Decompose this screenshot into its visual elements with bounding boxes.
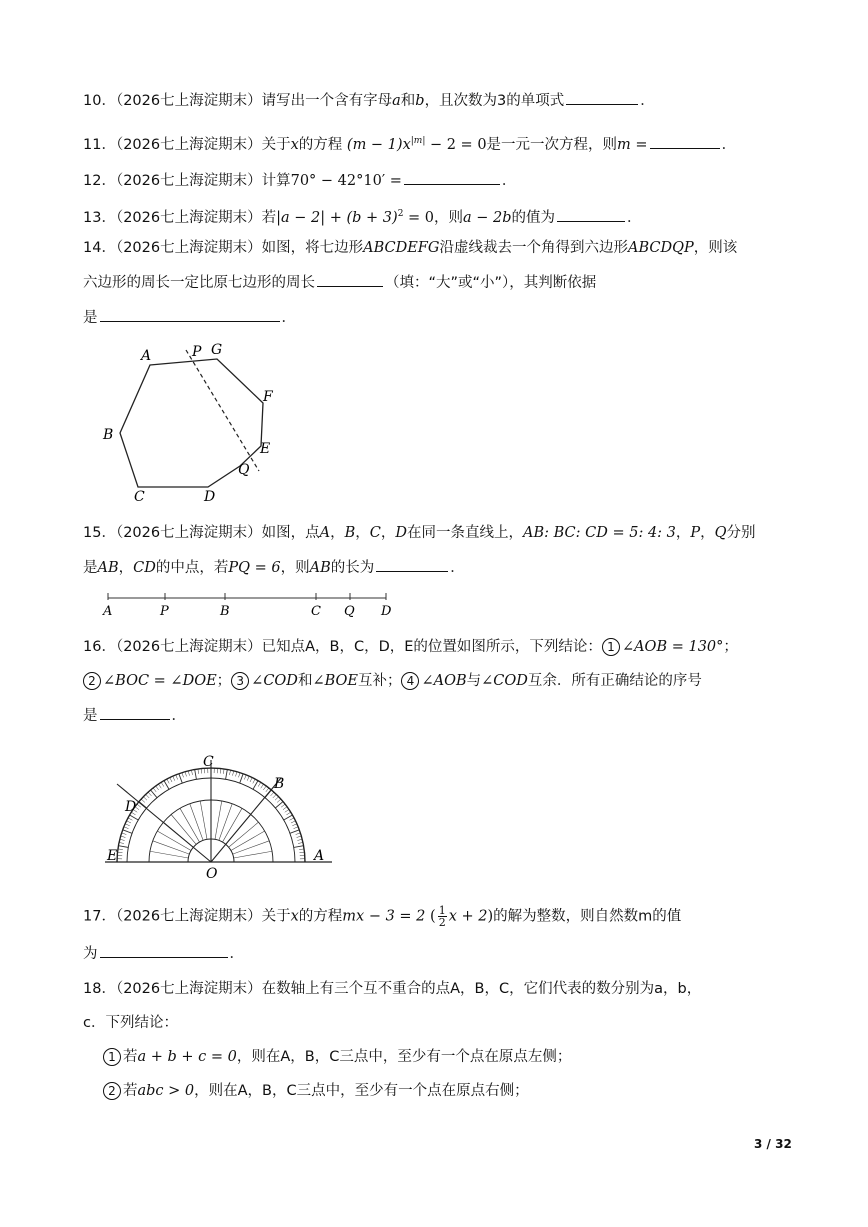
protractor-tick [258,782,261,786]
protractor-tick [156,786,159,790]
protractor-tick [296,833,301,835]
q10-line: 10．（2026七上海淀期末）请写出一个含有字母a和b，且次数为3的单项式 ． [83,90,655,111]
q16-line-1: 16．（2026七上海淀期末）已知点A，B，C，D，E的位置如图所示，下列结论： 1 ∠AOB = 130°； [83,639,738,655]
protractor-tick [124,827,129,829]
protractor-tick [182,773,184,778]
protractor-tick [285,809,289,812]
protractor-spoke [150,851,188,858]
protractor-tick [281,804,285,807]
protractor-tick [137,804,141,807]
protractor-tick [273,794,276,798]
protractor-tick [275,797,279,800]
protractor-tick [120,839,125,840]
label-G: G [211,342,223,358]
q16-line-3: 是 ． [83,705,186,726]
numline-label-P: P [160,604,169,619]
protractor-tick [158,784,161,788]
answer-blank [557,207,625,222]
protractor-tick [123,830,132,833]
answer-blank [566,90,638,105]
page-number: 3 / 32 [754,1137,792,1151]
protractor-tick [173,776,175,781]
protractor-spoke [153,841,190,854]
protractor-tick [143,797,147,800]
label-F: F [263,389,273,405]
protractor-tick [299,849,304,850]
protractor-tick [191,770,192,775]
protractor-tick [230,770,231,775]
answer-blank [317,272,383,287]
protractor-tick [179,774,182,783]
protractor-tick [239,773,241,778]
q11-line: 11．（2026七上海淀期末）关于x的方程 $(m - 1)x^{|m|} - 2 = 0$是一元一次方程，则m = ． [83,136,737,153]
protractor-tick [233,771,234,776]
q14-line-2: 六边形的周长一定比原七边形的周长 （填：“大”或“小”），其判断依据 [83,272,596,293]
q18-line-2: c．下列结论： [83,1015,178,1031]
protractor-tick [167,779,169,783]
label-A: A [141,348,152,364]
protractor-tick [266,788,269,792]
protractor-tick [250,778,252,782]
label-D: D [125,799,137,815]
q12-line: 12．（2026七上海淀期末）计算70° − 42°10′ = ． [83,170,516,191]
q18-statement-2: 2 若abc > 0，则在A，B，C三点中，至少有一个点在原点右侧； [103,1081,529,1101]
protractor-tick [170,778,172,782]
answer-blank [100,307,280,322]
label-D: D [204,489,216,505]
label-B: B [103,427,114,443]
protractor-tick [223,769,224,774]
q15-line-2: 是AB，CD的中点，若PQ = 6，则AB的长为 ． [83,557,465,578]
protractor-tick [263,786,266,790]
protractor-tick [283,807,287,810]
protractor-tick [253,779,255,783]
protractor-tick [118,846,128,848]
protractor-tick [185,772,186,777]
protractor-spoke [234,851,272,858]
answer-blank [100,943,228,958]
protractor-tick [275,802,283,808]
protractor-tick [161,782,164,786]
protractor-tick [290,818,294,820]
protractor-tick [297,836,302,837]
q14-line-1: 14．（2026七上海淀期末）如图，将七边形ABCDEFG沿虚线裁去一个角得到六边形ABCDQP，则该 [83,240,738,256]
protractor-tick [125,824,130,826]
label-P: P [192,344,202,360]
protractor-tick [201,769,202,774]
protractor-tick [176,775,178,780]
protractor-figure [100,740,340,880]
protractor-tick [271,792,274,796]
protractor-tick [151,790,157,798]
protractor-tick [247,776,249,781]
protractor-tick [277,799,281,802]
answer-blank [650,134,720,149]
protractor-tick [261,784,264,788]
protractor-spoke [215,801,222,839]
segment-figure [98,590,398,620]
protractor-tick [236,772,237,777]
protractor-spoke [190,804,203,841]
protractor-tick [122,833,127,835]
protractor-tick [291,821,295,823]
q14-line-3: 是 ． [83,307,296,328]
label-Q: Q [238,462,250,478]
protractor-tick [146,794,149,798]
label-B: B [274,776,285,792]
q17-line-2: 为 ． [83,943,244,964]
heptagon-figure [95,338,295,510]
label-E: E [107,848,118,864]
protractor-spoke [219,804,232,841]
protractor-tick [153,788,156,792]
label-E: E [260,441,271,457]
protractor-tick [240,774,243,783]
protractor-tick [128,818,132,820]
q15-line-1: 15．（2026七上海淀期末）如图，点A，B，C，D在同一条直线上，AB: BC: CD = 5: 4: 3，P，Q分别 [83,525,756,541]
protractor-spoke [233,841,270,854]
protractor-tick [195,769,197,779]
protractor-tick [297,839,302,840]
protractor-tick [294,827,299,829]
protractor-tick [118,852,123,853]
protractor-tick [286,812,290,815]
protractor-tick [220,769,221,774]
label-C: C [134,489,145,505]
protractor-tick [127,821,131,823]
protractor-tick [119,842,124,843]
q18-line-1: 18．（2026七上海淀期末）在数轴上有三个互不重合的点A，B，C，它们代表的数分别为a，b， [83,981,702,997]
numline-label-A: A [103,604,113,619]
protractor-tick [300,852,305,853]
cut-dashed-line [186,350,259,471]
q18-statement-1: 1 若a + b + c = 0，则在A，B，C三点中，至少有一个点在原点左侧； [103,1047,571,1067]
numline-label-C: C [311,604,321,619]
protractor-tick [290,830,299,833]
q13-line: 13．（2026七上海淀期末）若$|a - 2| + (b + 3)^2 = 0$，则a − 2b的值为 ． [83,209,642,226]
protractor-tick [118,849,123,850]
protractor-spoke [200,801,207,839]
q16-line-2: 2 ∠BOC = ∠DOE； 3 ∠COD和∠BOE互补； 4 ∠AOB与∠COD互余．所有正确结论的序号 [83,671,702,691]
numline-label-B: B [220,604,230,619]
protractor-tick [141,799,145,802]
label-C: C [203,754,214,770]
protractor-tick [226,769,228,779]
protractor-tick [298,842,303,843]
answer-blank [376,557,448,572]
q17-line-1: 17．（2026七上海淀期末）关于x的方程mx − 3 = 2 ( $\frac{1}{2}$ x + 2)的解为整数，则自然数m的值 [83,904,682,929]
protractor-tick [294,846,304,848]
numline-label-Q: Q [344,604,355,619]
numline-label-D: D [381,604,392,619]
fraction: $\frac{1}{2}$ [438,904,446,929]
protractor-tick [148,792,151,796]
label-O: O [206,866,218,880]
answer-blank [100,705,170,720]
protractor-tick [188,771,189,776]
answer-blank [404,170,500,185]
label-A: A [314,848,325,864]
protractor-tick [292,824,297,826]
protractor-tick [121,836,126,837]
protractor-tick [244,775,246,780]
protractor-tick [198,769,199,774]
